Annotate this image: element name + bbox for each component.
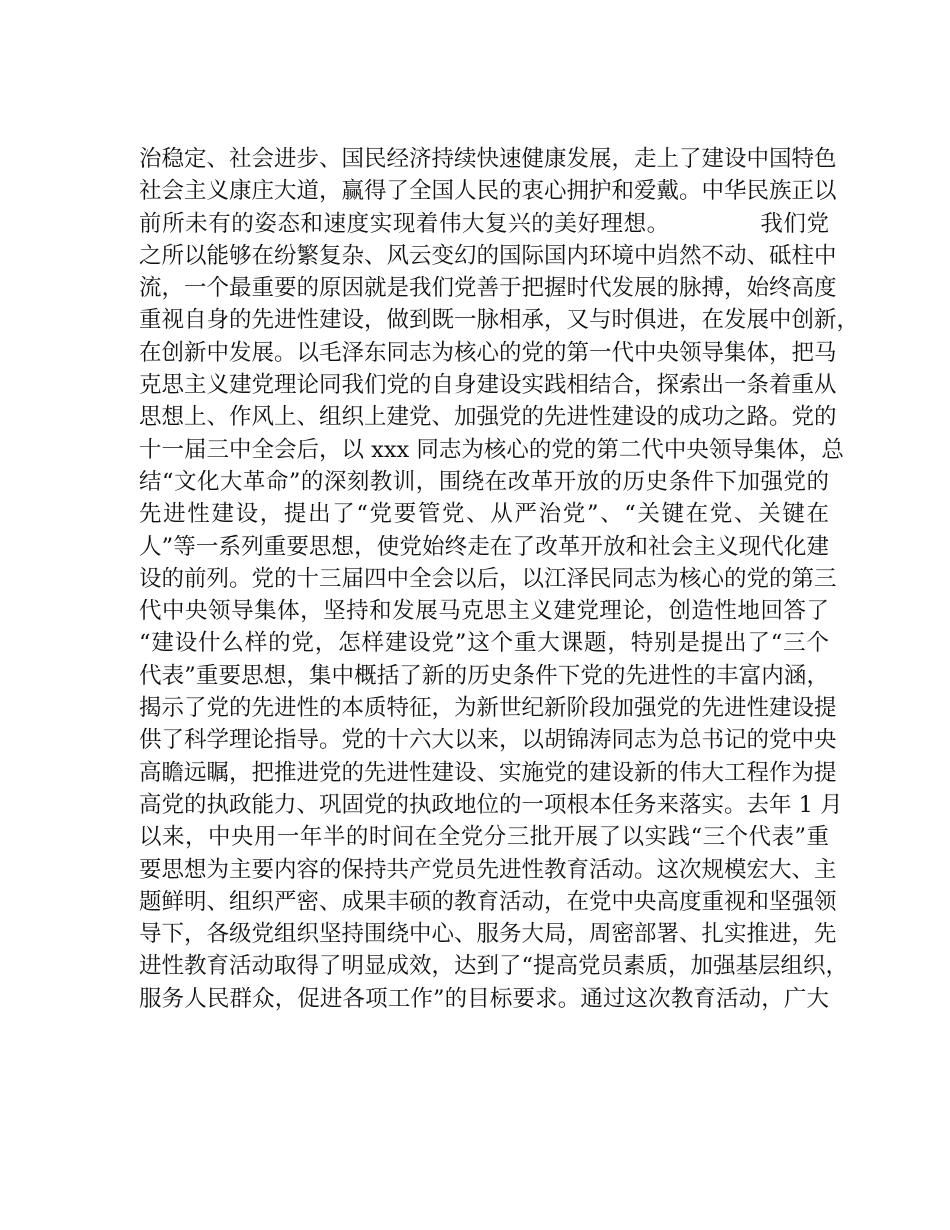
text-line: 先进性建设，提出了“党要管党、从严治党”、“关键在党、关键在 <box>139 501 829 528</box>
text-line: 之所以能够在纷繁复杂、风云变幻的国际国内环境中岿然不动、砥柱中 <box>139 242 837 269</box>
text-line: “建设什么样的党，怎样建设党”这个重大课题，特别是提出了“三个 <box>139 630 829 657</box>
text-segment: 我们党 <box>759 210 829 237</box>
text-line: 克思主义建党理论同我们党的自身建设实践相结合，探索出一条着重从 <box>139 372 837 399</box>
text-line: 社会主义康庄大道，赢得了全国人民的衷心拥护和爱戴。中华民族正以 <box>139 178 837 205</box>
text-line: 揭示了党的先进性的本质特征，为新世纪新阶段加强党的先进性建设提 <box>139 695 837 722</box>
text-line: 题鲜明、组织严密、成果丰硕的教育活动，在党中央高度重视和坚强领 <box>139 888 837 915</box>
text-line: 在创新中发展。以毛泽东同志为核心的党的第一代中央领导集体，把马 <box>139 339 837 366</box>
text-line: 导下，各级党组织坚持围绕中心、服务大局，周密部署、扎实推进，先 <box>139 921 837 948</box>
text-line: 思想上、作风上、组织上建党、加强党的先进性建设的成功之路。党的 <box>139 404 837 431</box>
text-line: 高瞻远瞩，把推进党的先进性建设、实施党的建设新的伟大工程作为提 <box>139 759 837 786</box>
text-line: 代表”重要思想，集中概括了新的历史条件下党的先进性的丰富内涵， <box>139 662 829 689</box>
text-line: 服务人民群众，促进各项工作”的目标要求。通过这次教育活动，广大 <box>139 985 829 1012</box>
text-line-with-gap <box>139 208 829 240</box>
text-line: 供了科学理论指导。党的十六大以来，以胡锦涛同志为总书记的党中央 <box>139 727 837 754</box>
text-line: 重视自身的先进性建设，做到既一脉相承，又与时俱进，在发展中创新， <box>139 307 860 334</box>
text-line: 结“文化大革命”的深刻教训，围绕在改革开放的历史条件下加强党的 <box>139 468 829 495</box>
body-text <box>139 143 860 1015</box>
text-line: 高党的执政能力、巩固党的执政地位的一项根本任务来落实。去年 1 月 <box>139 791 843 818</box>
text-line: 进性教育活动取得了明显成效，达到了“提高党员素质，加强基层组织， <box>139 953 849 980</box>
text-line: 治稳定、社会进步、国民经济持续快速健康发展，走上了建设中国特色 <box>139 146 837 172</box>
text-line: 人”等一系列重要思想，使党始终走在了改革开放和社会主义现代化建 <box>139 533 829 560</box>
text-line: 要思想为主要内容的保持共产党员先进性教育活动。这次规模宏大、主 <box>139 856 837 883</box>
text-line: 以来，中央用一年半的时间在全党分三批开展了以实践“三个代表”重 <box>139 824 829 851</box>
text-line: 设的前列。党的十三届四中全会以后，以江泽民同志为核心的党的第三 <box>139 565 837 592</box>
text-segment: 前所未有的姿态和速度实现着伟大复兴的美好理想。 <box>139 210 670 237</box>
text-line: 十一届三中全会后，以 xxx 同志为核心的党的第二代中央领导集体，总 <box>139 436 844 463</box>
text-line: 代中央领导集体，坚持和发展马克思主义建党理论，创造性地回答了 <box>139 598 829 625</box>
text-line: 流，一个最重要的原因就是我们党善于把握时代发展的脉搏，始终高度 <box>139 275 837 302</box>
